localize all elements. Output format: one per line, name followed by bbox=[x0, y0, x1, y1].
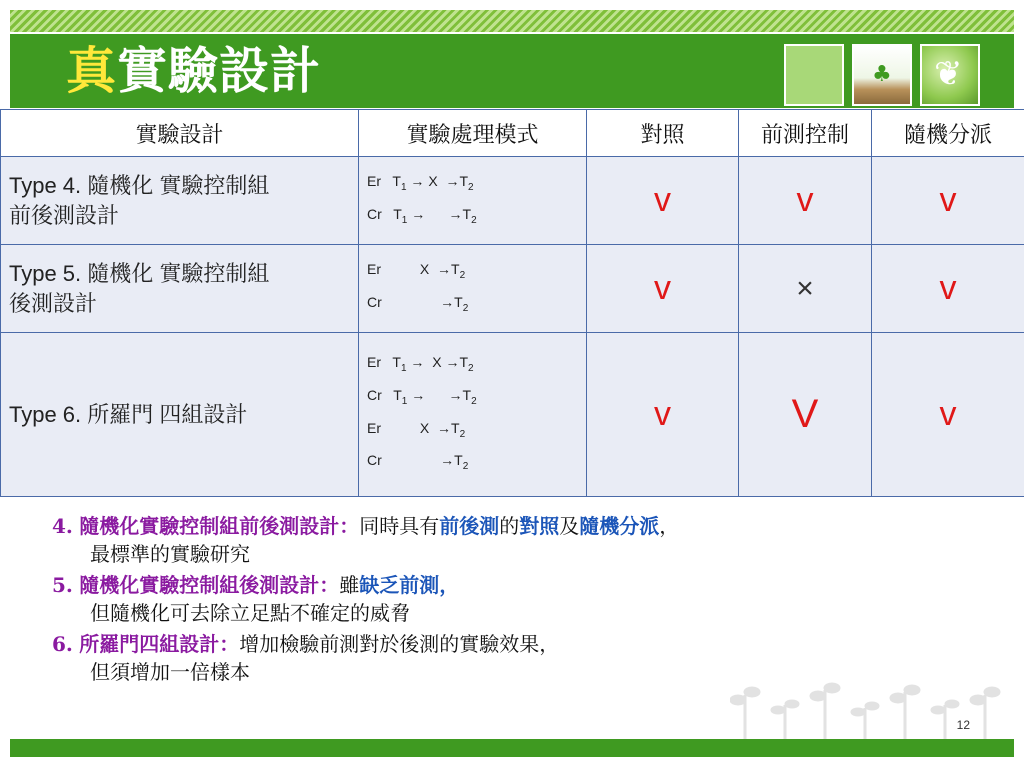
random-check: v bbox=[872, 333, 1024, 497]
mode-line: Er $X \to T_2$ bbox=[367, 419, 466, 440]
pretest-check: V bbox=[739, 333, 872, 497]
table-row bbox=[1, 157, 1024, 245]
note-number: 5. bbox=[52, 573, 73, 597]
type-label: Type 5. bbox=[9, 260, 82, 286]
note-text: 雖 bbox=[339, 573, 360, 597]
random-check: v bbox=[872, 157, 1024, 245]
green-square-thumb bbox=[784, 44, 844, 106]
type-desc-2: 前後測設計 bbox=[9, 202, 120, 228]
mode-line: Er $X \to T_2$ bbox=[367, 260, 466, 281]
note-emphasis: 前後測 bbox=[439, 514, 500, 538]
design-type-cell bbox=[1, 333, 359, 497]
mode-line: Cr $\to T_2$ bbox=[367, 452, 469, 473]
header-control: 對照 bbox=[587, 110, 739, 157]
mode-line: Cr $T_1$ → $\to T_2$ bbox=[367, 205, 477, 226]
bottom-bar bbox=[10, 739, 1014, 757]
mode-cell bbox=[359, 245, 587, 333]
pretest-cross: × bbox=[739, 245, 872, 333]
design-type-cell bbox=[1, 157, 359, 245]
type-desc: 隨機化 實驗控制組 bbox=[87, 172, 270, 198]
note-emphasis: 缺乏前測 bbox=[359, 573, 440, 597]
note-heading: 所羅門四組設計： bbox=[79, 632, 240, 656]
control-check: v bbox=[587, 157, 739, 245]
note-heading: 隨機化實驗控制組前後測設計： bbox=[79, 514, 360, 538]
type-label: Type 6. bbox=[9, 401, 82, 427]
table-row bbox=[1, 245, 1024, 333]
note-line2: 但隨機化可去除立足點不確定的威脅 bbox=[90, 601, 410, 625]
type-label: Type 4. bbox=[9, 172, 82, 198]
note-emphasis: 隨機分派 bbox=[579, 514, 660, 538]
note-text: 及 bbox=[559, 514, 580, 538]
leaf-photo bbox=[920, 44, 980, 106]
type-desc: 所羅門 四組設計 bbox=[87, 401, 248, 427]
note-text: 增加檢驗前測對於後測的實驗效果， bbox=[239, 632, 560, 656]
note-item bbox=[52, 571, 972, 627]
mode-line: Er $T_1 \to X \to T_2$ bbox=[367, 172, 474, 193]
type-desc: 隨機化 實驗控制組 bbox=[87, 260, 270, 286]
note-number: 4. bbox=[52, 514, 73, 538]
title-highlight: 真 bbox=[66, 41, 117, 100]
random-check: v bbox=[872, 245, 1024, 333]
notes-section bbox=[52, 512, 972, 689]
note-line2: 但須增加一倍樣本 bbox=[90, 660, 250, 684]
control-check: v bbox=[587, 333, 739, 497]
note-emphasis: 對照 bbox=[519, 514, 560, 538]
sprout-photo bbox=[852, 44, 912, 106]
mode-cell bbox=[359, 333, 587, 497]
sprout-icon: ♣ bbox=[872, 62, 892, 87]
design-table bbox=[0, 109, 1024, 497]
design-type-cell bbox=[1, 245, 359, 333]
control-check: v bbox=[587, 245, 739, 333]
pretest-check: v bbox=[739, 157, 872, 245]
note-text: ， bbox=[439, 573, 460, 597]
leaf-icon: ❦ bbox=[934, 54, 963, 94]
header-mode: 實驗處理模式 bbox=[359, 110, 587, 157]
note-text: ， bbox=[659, 514, 680, 538]
mode-line: Cr $\to T_2$ bbox=[367, 293, 469, 314]
table-header-row bbox=[1, 110, 1024, 157]
mode-line: Er $T_1 \to X \to T_2$ bbox=[367, 353, 474, 374]
table-row bbox=[1, 333, 1024, 497]
type-desc-2: 後測設計 bbox=[9, 290, 98, 316]
note-item bbox=[52, 512, 972, 568]
header-random: 隨機分派 bbox=[872, 110, 1024, 157]
slide-title bbox=[66, 40, 321, 102]
top-stripe bbox=[10, 10, 1014, 32]
mode-cell bbox=[359, 157, 587, 245]
page-number: 12 bbox=[956, 718, 970, 732]
note-heading: 隨機化實驗控制組後測設計： bbox=[79, 573, 340, 597]
title-rest: 實驗設計 bbox=[117, 41, 321, 100]
note-text: 的 bbox=[499, 514, 520, 538]
note-text: 同時具有 bbox=[359, 514, 440, 538]
header-design: 實驗設計 bbox=[1, 110, 359, 157]
mode-line: Cr $T_1$ → $\to T_2$ bbox=[367, 386, 477, 407]
header-pretest: 前測控制 bbox=[739, 110, 872, 157]
note-line2: 最標準的實驗研究 bbox=[90, 542, 250, 566]
note-number: 6. bbox=[52, 632, 73, 656]
